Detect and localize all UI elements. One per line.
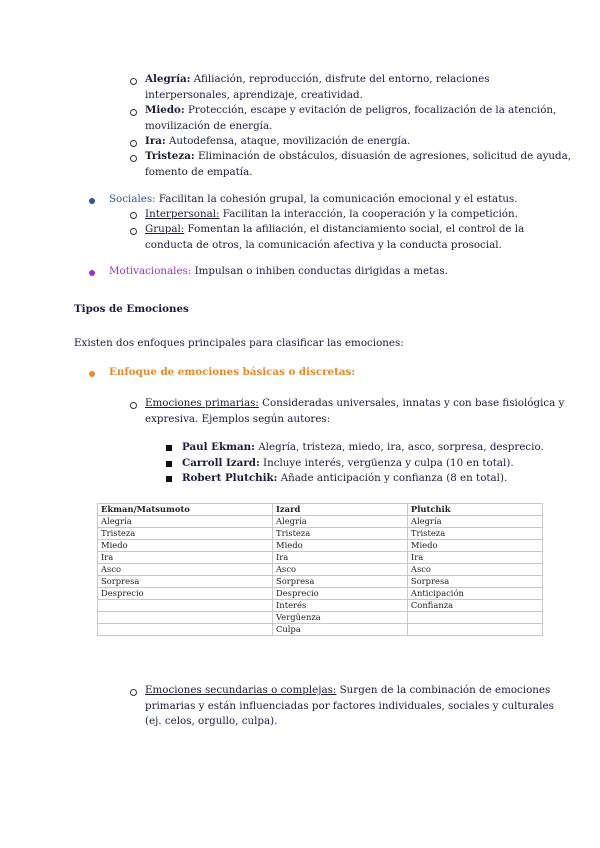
section-title: Tipos de Emociones: [74, 303, 189, 315]
table-cell: Asco: [98, 564, 273, 576]
table-cell: Anticipación: [407, 588, 542, 600]
motivacionales-text: Impulsan o inhiben conductas dirigidas a metas.: [191, 265, 448, 277]
function-text: Protección, escape y evitación de peligros, focalización de la atención,: [184, 104, 557, 116]
author-item: [182, 471, 507, 487]
table-row: [98, 612, 543, 624]
circle-bullet-icon: [130, 212, 137, 219]
square-bullet-icon: [166, 445, 172, 451]
circle-bullet-icon: [130, 140, 137, 147]
table-header: Plutchik: [407, 504, 542, 516]
table-body: [98, 516, 543, 636]
author-text: Alegría, tristeza, miedo, ira, asco, sorpresa, desprecio.: [254, 441, 544, 453]
enfoque-heading: Enfoque de emociones básicas o discretas:: [109, 366, 356, 378]
table-cell: Vergüenza: [273, 612, 408, 624]
grupal-text-cont: conducta de otros, la comunicación afectiva y la conducta prosocial.: [145, 238, 502, 251]
circle-bullet-icon: [130, 228, 137, 235]
interpersonal-term: Interpersonal:: [145, 208, 220, 220]
primarias-text-cont: expresiva. Ejemplos según autores:: [145, 412, 331, 425]
author-name: Carroll Izard:: [182, 457, 260, 469]
circle-bullet-icon: [130, 689, 137, 696]
table-cell: Miedo: [98, 540, 273, 552]
function-term: Miedo:: [145, 104, 185, 116]
table-cell: [98, 624, 273, 636]
table-cell: Tristeza: [98, 528, 273, 540]
motivacionales-term: Motivacionales:: [109, 265, 192, 277]
primarias-term: Emociones primarias:: [145, 397, 259, 409]
grupal-term: Grupal:: [145, 223, 185, 235]
bullet-dot-icon: [89, 198, 95, 204]
table-header-row: [98, 504, 543, 516]
function-item: [145, 149, 571, 180]
interpersonal-item: [145, 207, 518, 223]
table-cell: Ira: [407, 552, 542, 564]
author-text: Añade anticipación y confianza (8 en total).: [277, 472, 508, 484]
secundarias-text: Surgen de la combinación de emociones: [336, 684, 551, 696]
table-cell: Interés: [273, 600, 408, 612]
interpersonal-text: Facilitan la interacción, la cooperación y la competición.: [219, 208, 518, 220]
table-cell: Desprecio: [98, 588, 273, 600]
function-text-cont: interpersonales, aprendizaje, creatividad.: [145, 88, 363, 101]
table-row: [98, 552, 543, 564]
square-bullet-icon: [166, 476, 172, 482]
sociales-term: Sociales:: [109, 193, 156, 205]
table-cell: Desprecio: [273, 588, 408, 600]
table-cell: [98, 612, 273, 624]
bullet-dot-icon: [89, 371, 95, 377]
function-text: Eliminación de obstáculos, disuasión de agresiones, solicitud de ayuda,: [194, 150, 572, 162]
grupal-text: Fomentan la afiliación, el distanciamiento social, el control de la: [184, 223, 525, 235]
table-row: [98, 600, 543, 612]
table-row: [98, 516, 543, 528]
table-row: [98, 576, 543, 588]
sociales-item: [109, 192, 518, 208]
table-cell: Asco: [407, 564, 542, 576]
table-header: Ekman/Matsumoto: [98, 504, 273, 516]
table-cell: Sorpresa: [98, 576, 273, 588]
table-cell: Confianza: [407, 600, 542, 612]
table-cell: Miedo: [273, 540, 408, 552]
function-item: [145, 72, 490, 103]
author-name: Robert Plutchik:: [182, 472, 278, 484]
grupal-item: [145, 222, 524, 253]
function-text: Afiliación, reproducción, disfrute del entorno, relaciones: [190, 73, 490, 85]
circle-bullet-icon: [130, 109, 137, 116]
table-cell: Tristeza: [273, 528, 408, 540]
secundarias-item: [145, 683, 554, 730]
table-cell: Ira: [273, 552, 408, 564]
table-header: Izard: [273, 504, 408, 516]
table-cell: Alegría: [407, 516, 542, 528]
function-item: [145, 134, 410, 150]
function-text-cont: fomento de empatía.: [145, 165, 253, 178]
table-cell: [407, 624, 542, 636]
author-text: Incluye interés, vergüenza y culpa (10 en total).: [259, 457, 514, 469]
table-row: [98, 540, 543, 552]
secundarias-term: Emociones secundarias o complejas:: [145, 684, 337, 696]
author-item: [182, 440, 544, 456]
table-cell: Miedo: [407, 540, 542, 552]
table-cell: [98, 600, 273, 612]
primarias-item: [145, 396, 564, 427]
emotions-table: [97, 503, 543, 636]
bullet-dot-icon: [89, 270, 95, 276]
author-item: [182, 456, 514, 472]
table-cell: Alegría: [273, 516, 408, 528]
intro-text: Existen dos enfoques principales para clasificar las emociones:: [74, 337, 404, 349]
table-cell: Culpa: [273, 624, 408, 636]
table-cell: Ira: [98, 552, 273, 564]
table-row: [98, 564, 543, 576]
function-text: Autodefensa, ataque, movilización de energía.: [165, 135, 411, 147]
table-row: [98, 624, 543, 636]
circle-bullet-icon: [130, 78, 137, 85]
motivacionales-item: [109, 264, 448, 280]
function-text-cont: movilización de energía.: [145, 119, 273, 132]
table-cell: Tristeza: [407, 528, 542, 540]
square-bullet-icon: [166, 461, 172, 467]
author-name: Paul Ekman:: [182, 441, 255, 453]
table-cell: Sorpresa: [273, 576, 408, 588]
table-row: [98, 528, 543, 540]
table-row: [98, 588, 543, 600]
sociales-text: Facilitan la cohesión grupal, la comunicación emocional y el estatus.: [155, 193, 518, 205]
function-term: Ira:: [145, 135, 166, 147]
secundarias-text-cont: (ej. celos, orgullo, culpa).: [145, 715, 278, 727]
function-item: [145, 103, 556, 134]
table-cell: Alegría: [98, 516, 273, 528]
function-term: Tristeza:: [145, 150, 195, 162]
table-cell: Asco: [273, 564, 408, 576]
table-cell: [407, 612, 542, 624]
secundarias-text-cont: primarias y están influenciadas por factores individuales, sociales y culturales: [145, 699, 554, 712]
function-term: Alegría:: [145, 73, 191, 85]
table-cell: Sorpresa: [407, 576, 542, 588]
circle-bullet-icon: [130, 402, 137, 409]
circle-bullet-icon: [130, 155, 137, 162]
primarias-text: Consideradas universales, innatas y con base fisiológica y: [258, 397, 565, 409]
